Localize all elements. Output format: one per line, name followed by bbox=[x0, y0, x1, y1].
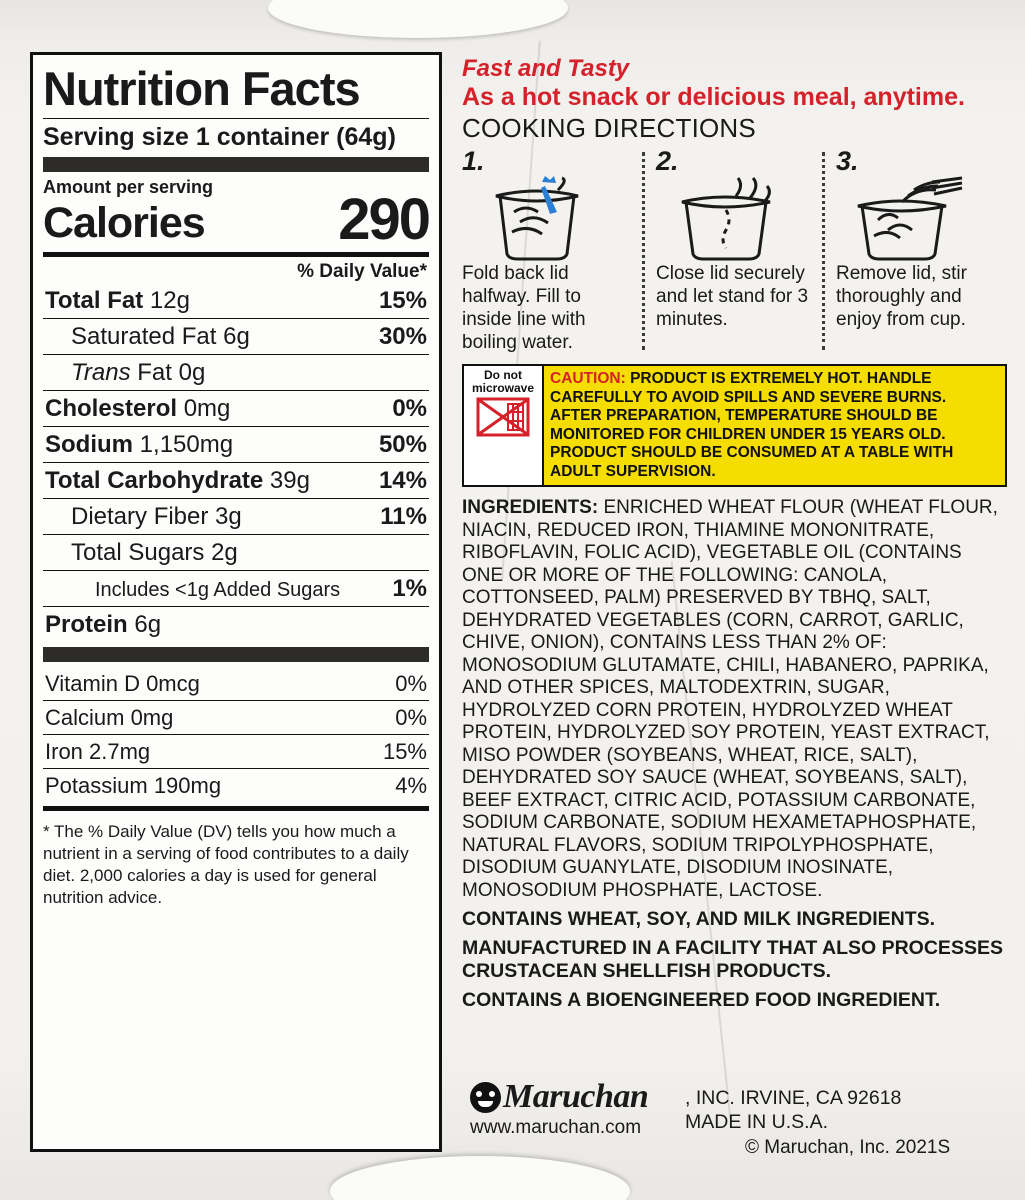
maruchan-face-icon bbox=[470, 1082, 501, 1113]
cooking-step bbox=[642, 146, 822, 354]
table-row bbox=[43, 535, 429, 571]
nutrient-name: Cholesterol bbox=[45, 395, 178, 422]
table-row bbox=[43, 427, 429, 463]
no-microwave-label: Do not microwave bbox=[471, 368, 535, 395]
nutrient-amount: 1,150mg bbox=[139, 431, 234, 458]
ingredients-heading: INGREDIENTS: bbox=[462, 497, 599, 518]
step-divider bbox=[642, 152, 645, 350]
caution-word: CAUTION: bbox=[550, 370, 626, 387]
nutrient-dv: 14% bbox=[378, 467, 427, 494]
caution-text: PRODUCT IS EXTREMELY HOT. HANDLE CAREFULLY TO AVOID SPILLS AND SEVERE BURNS. AFTER PREPARATION, TEMPERATURE SHOULD BE MONITORED FOR CHILDREN UNDER 15 YEARS OLD. PRODUCT SHOULD BE CONSUMED AT A TABLE WITH ADULT SUPERVISION. bbox=[550, 370, 954, 480]
nutrient-amount: 2g bbox=[211, 539, 238, 566]
serving-size: Serving size 1 container (64g) bbox=[43, 123, 396, 151]
amount-per-serving-label: Amount per serving bbox=[43, 177, 214, 197]
nutrient-name: Total Sugars bbox=[71, 539, 205, 566]
calories-label: Calories bbox=[43, 199, 205, 247]
nutrition-facts-panel bbox=[30, 52, 442, 1152]
vitamin-name: Calcium 0mg bbox=[45, 705, 174, 730]
cooking-steps bbox=[462, 146, 1007, 354]
divider-thick bbox=[43, 647, 429, 662]
divider-medium bbox=[43, 806, 429, 811]
nutrient-name: Protein bbox=[45, 611, 128, 638]
nutrient-amount: 39g bbox=[269, 467, 310, 494]
vitamin-name: Iron 2.7mg bbox=[45, 739, 151, 764]
nutrient-dv: 30% bbox=[378, 323, 427, 350]
nutrient-name: Total Fat bbox=[45, 287, 144, 314]
nutrient-dv: 50% bbox=[378, 431, 427, 458]
nutrient-amount: 6g bbox=[223, 323, 250, 350]
divider-thick bbox=[43, 157, 429, 172]
table-row bbox=[43, 319, 429, 355]
caution-text-panel bbox=[544, 366, 1005, 485]
table-row bbox=[43, 769, 429, 802]
nutrition-facts-title: Nutrition Facts bbox=[43, 62, 360, 115]
nutrient-dv: 1% bbox=[392, 575, 427, 602]
step-number: 3. bbox=[836, 146, 859, 176]
allergen-line: MANUFACTURED IN A FACILITY THAT ALSO PROCESSES CRUSTACEAN SHELLFISH PRODUCTS. bbox=[462, 937, 1003, 982]
nutrient-dv: 0% bbox=[392, 395, 427, 422]
daily-value-header: % Daily Value* bbox=[297, 261, 427, 282]
nutrient-dv: 15% bbox=[378, 287, 427, 314]
address-line-2: MADE IN U.S.A. bbox=[685, 1111, 829, 1133]
table-row bbox=[43, 355, 429, 391]
nutrient-name: Includes <1g Added Sugars bbox=[95, 579, 341, 601]
table-row bbox=[43, 283, 429, 319]
nutrient-name: Sodium bbox=[45, 431, 133, 458]
address-line-1: , INC. IRVINE, CA 92618 bbox=[685, 1087, 902, 1109]
step-number: 1. bbox=[462, 146, 485, 176]
no-microwave-icon bbox=[464, 366, 544, 485]
cup-with-fork-icon bbox=[462, 176, 634, 262]
step-number: 2. bbox=[656, 146, 679, 176]
brand-name: Maruchan bbox=[503, 1078, 649, 1115]
nutrient-amount: 12g bbox=[149, 287, 190, 314]
cooking-step bbox=[822, 146, 1002, 354]
table-row bbox=[43, 701, 429, 735]
table-row bbox=[43, 499, 429, 535]
brand-address bbox=[685, 1078, 950, 1160]
vitamin-rows bbox=[43, 667, 429, 802]
divider-medium bbox=[43, 252, 429, 257]
divider bbox=[43, 118, 429, 119]
nutrient-amount: 3g bbox=[215, 503, 242, 530]
right-column bbox=[462, 56, 1007, 1012]
cup-with-noodles-icon bbox=[836, 176, 994, 262]
cooking-step bbox=[462, 146, 642, 354]
allergen-line: CONTAINS WHEAT, SOY, AND MILK INGREDIENTS. bbox=[462, 908, 936, 930]
vitamin-name: Vitamin D 0mcg bbox=[45, 671, 200, 696]
brand-logo bbox=[470, 1078, 685, 1139]
step-text: Remove lid, stir thoroughly and enjoy from cup. bbox=[836, 263, 967, 330]
allergen-line: CONTAINS A BIOENGINEERED FOOD INGREDIENT. bbox=[462, 989, 941, 1011]
brand-website: www.maruchan.com bbox=[470, 1117, 642, 1138]
vitamin-dv: 0% bbox=[395, 705, 427, 730]
brand-footer bbox=[470, 1078, 1010, 1160]
nutrient-amount: 6g bbox=[134, 611, 162, 638]
nutrient-amount: Fat 0g bbox=[137, 359, 206, 386]
step-text: Fold back lid halfway. Fill to inside line with boiling water. bbox=[462, 263, 586, 353]
copyright-text: © Maruchan, Inc. 2021S bbox=[745, 1137, 951, 1158]
step-divider bbox=[822, 152, 825, 350]
vitamin-dv: 0% bbox=[395, 671, 427, 696]
ingredients-block bbox=[462, 497, 1007, 902]
table-row bbox=[43, 463, 429, 499]
nutrient-name: Saturated Fat bbox=[71, 323, 217, 350]
table-row bbox=[43, 667, 429, 701]
vitamin-name: Potassium 190mg bbox=[45, 773, 222, 798]
ingredients-text: ENRICHED WHEAT FLOUR (WHEAT FLOUR, NIACIN, REDUCED IRON, THIAMINE MONONITRATE, RIBOFLAVIN, FOLIC ACID), VEGETABLE OIL (CONTAINS ONE OR MORE OF THE FOLLOWING: CANOLA, COTTONSEED, PALM) PRESERVED BY TBHQ, SALT, DEHYDRATED VEGETABLES (CORN, CARROT, GARLIC, CHIVE, ONION), CONTAINS LESS THAN 2% OF: MONOSODIUM GLUTAMATE, CHILI, HABANERO, PAPRIKA, AND OTHER SPICES, MALTODEXTRIN, SUGAR, HYDROLYZED CORN PROTEIN, HYDROLYZED WHEAT PROTEIN, HYDROLYZED SOY PROTEIN, YEAST EXTRACT, MISO POWDER (SOYBEANS, WHEAT, RICE, SALT), DEHYDRATED SOY SAUCE (WHEAT, SOYBEANS, SALT), BEEF EXTRACT, CITRIC ACID, POTASSIUM CARBONATE, SODIUM CARBONATE, SODIUM HEXAMETAPHOSPHATE, NATURAL FLAVORS, SODIUM TRIPOLYPHOSPHATE, DISODIUM GUANYLATE, DISODIUM INOSINATE, MONOSODIUM PHOSPHATE, LACTOSE. bbox=[462, 497, 998, 901]
table-row bbox=[43, 571, 429, 607]
cooking-directions-heading: COOKING DIRECTIONS bbox=[462, 113, 756, 143]
promo-subline: As a hot snack or delicious meal, anytime. bbox=[462, 83, 965, 111]
table-row bbox=[43, 607, 429, 642]
cup-steaming-icon bbox=[656, 176, 814, 262]
nutrient-name: Dietary Fiber bbox=[71, 503, 209, 530]
caution-block bbox=[462, 364, 1007, 487]
nutrient-name: Trans bbox=[71, 359, 131, 386]
table-row bbox=[43, 391, 429, 427]
calories-value: 290 bbox=[338, 187, 429, 252]
nutrient-dv: 11% bbox=[380, 503, 427, 530]
daily-value-footnote: * The % Daily Value (DV) tells you how much a nutrient in a serving of food contributes to a daily diet. 2,000 calories a day is used for general nutrition advice. bbox=[43, 822, 409, 907]
nutrient-rows bbox=[43, 283, 429, 642]
vitamin-dv: 15% bbox=[382, 739, 427, 764]
step-text: Close lid securely and let stand for 3 minutes. bbox=[656, 263, 809, 330]
vitamin-dv: 4% bbox=[395, 773, 427, 798]
table-row bbox=[43, 735, 429, 769]
promo-tagline: Fast and Tasty bbox=[462, 55, 630, 82]
nutrient-amount: 0mg bbox=[183, 395, 231, 422]
nutrient-name: Total Carbohydrate bbox=[45, 467, 264, 494]
